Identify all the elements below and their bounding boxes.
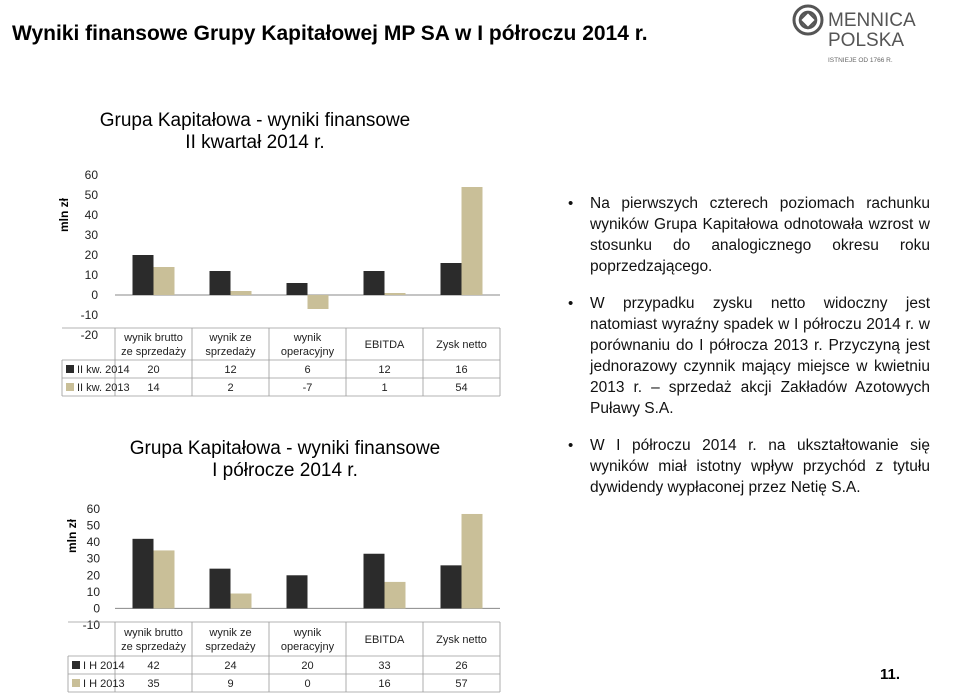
logo-line1: MENNICA <box>828 10 916 31</box>
bullet-text: W I półroczu 2014 r. na ukształtowanie się wyników miał istotny wpływ przychód z tytułu dywidendy wypłaconej przez Netię S.A. <box>590 437 930 496</box>
chart1-y-tick-label: 10 <box>84 268 98 282</box>
chart1-category-label: Zysk netto <box>436 339 487 351</box>
chart2-data-label: 20 <box>301 660 314 672</box>
coin-emblem-icon <box>794 6 822 34</box>
bullet-item <box>568 293 930 419</box>
chart2-legend-label: I H 2013 <box>83 678 125 690</box>
chart2-category-label: wynik <box>293 627 322 639</box>
chart2-data-label: 16 <box>378 678 391 690</box>
page-number: 11. <box>880 666 901 683</box>
chart2-bar-previous <box>462 514 483 608</box>
chart2-y-tick-label: 50 <box>86 518 100 533</box>
chart1-y-tick-label: -10 <box>80 308 98 322</box>
bullet-text: W przypadku zysku netto widoczny jest natomiast wyraźny spadek w I półroczu 2014 r. w porównaniu do I półrocza 2013 r. Przyczyną jest jednorazowy czynnik mający miejsce w kwietniu 2013 r. – sprzedaż akcji Zakładów Azotowych Puławy S.A. <box>590 295 930 417</box>
chart1-bar-previous <box>385 293 406 295</box>
chart2-y-tick-label: 20 <box>86 568 100 583</box>
chart1-y-tick-label: 20 <box>84 248 98 262</box>
chart1-bar-previous <box>154 267 175 295</box>
chart2-category-label: operacyjny <box>280 641 335 653</box>
bullet-item <box>568 193 930 277</box>
chart1-category-label: wynik ze <box>209 332 252 344</box>
chart2 <box>0 480 520 700</box>
chart2-legend-swatch <box>72 679 80 687</box>
chart2-title <box>90 438 480 482</box>
chart1-data-label: 16 <box>455 364 468 376</box>
chart1-data-label: 20 <box>147 364 160 376</box>
chart2-bar-current <box>133 539 154 609</box>
chart2-title-line2: I półrocze 2014 r. <box>212 460 358 481</box>
chart1-bar-previous <box>462 187 483 295</box>
chart2-category-label: EBITDA <box>364 634 405 646</box>
chart2-data-label: 9 <box>227 678 234 690</box>
bullet-dot-icon: • <box>568 295 574 312</box>
bullet-text: Na pierwszych czterech poziomach rachunku wyników Grupa Kapitałowa odnotowała wzrost w stosunku do analogicznego okresu roku poprzedzającego. <box>590 195 930 275</box>
chart1-category-label: sprzedaży <box>205 346 256 358</box>
chart1-y-axis-label: mln zł <box>57 197 71 233</box>
logo-line2: POLSKA <box>828 30 905 51</box>
chart1-bar-current <box>133 255 154 295</box>
chart1-y-tick-label: 0 <box>91 288 98 302</box>
chart1-legend-label: II kw. 2013 <box>77 382 130 394</box>
chart1-bar-current <box>364 271 385 295</box>
chart1-data-label: 12 <box>378 364 391 376</box>
chart1-category-label: operacyjny <box>280 346 335 358</box>
chart2-bar-current <box>210 569 231 609</box>
mennica-polska-logo <box>790 4 950 66</box>
chart2-category-label: wynik ze <box>209 627 252 639</box>
chart2-title-line1: Grupa Kapitałowa - wyniki finansowe <box>129 438 441 459</box>
chart2-y-tick-label: 30 <box>86 551 100 566</box>
bullet-item <box>568 435 930 498</box>
bullet-dot-icon: • <box>568 437 574 454</box>
chart2-data-label: 57 <box>455 678 468 690</box>
chart2-category-label: sprzedaży <box>205 641 256 653</box>
chart2-data-label: 33 <box>378 660 391 672</box>
chart2-data-label: 26 <box>455 660 468 672</box>
chart1-y-tick-label: 50 <box>84 188 98 202</box>
chart1-legend-swatch <box>66 383 74 391</box>
bullet-list <box>568 193 930 514</box>
chart2-y-axis-label: mln zł <box>65 518 79 554</box>
chart2-y-tick-label: 10 <box>86 584 100 599</box>
chart1-category-label: wynik <box>293 332 322 344</box>
page-title: Wyniki finansowe Grupy Kapitałowej MP SA w I półroczu 2014 r. <box>12 22 648 45</box>
chart1-data-label: 1 <box>381 382 388 394</box>
chart1-category-label: EBITDA <box>364 339 405 351</box>
chart1-bar-current <box>210 271 231 295</box>
chart2-legend-label: I H 2014 <box>83 660 125 672</box>
chart2-category-label: wynik brutto <box>124 627 183 639</box>
chart1-data-label: 14 <box>147 382 160 394</box>
chart1-data-label: 54 <box>455 382 468 394</box>
chart1-title <box>90 110 420 154</box>
chart1-title-line2: II kwartał 2014 r. <box>185 132 325 153</box>
chart1-category-label: ze sprzedaży <box>121 346 186 358</box>
chart2-data-label: 0 <box>304 678 311 690</box>
chart2-bar-previous <box>231 594 252 609</box>
logo-tagline: ISTNIEJE OD 1766 R. <box>828 57 893 64</box>
chart1-y-tick-label: 40 <box>84 208 98 222</box>
chart2-bar-current <box>441 565 462 608</box>
chart1-category-label: wynik brutto <box>124 332 183 344</box>
chart1-bar-current <box>441 263 462 295</box>
chart1-legend-label: II kw. 2014 <box>77 364 130 376</box>
chart2-data-label: 42 <box>147 660 160 672</box>
chart1-data-label: 2 <box>227 382 234 394</box>
chart2-legend-swatch <box>72 661 80 669</box>
chart2-bar-previous <box>385 582 406 609</box>
chart2-y-tick-label: -10 <box>82 618 100 632</box>
chart2-data-label: 35 <box>147 678 160 690</box>
chart1-data-label: 12 <box>224 364 237 376</box>
chart1 <box>0 150 520 420</box>
chart2-y-tick-label: 0 <box>93 601 100 616</box>
chart1-bar-previous <box>231 291 252 295</box>
chart1-legend-swatch <box>66 365 74 373</box>
chart1-bar-previous <box>308 295 329 309</box>
chart2-data-label: 24 <box>224 660 237 672</box>
chart1-title-line1: Grupa Kapitałowa - wyniki finansowe <box>99 110 411 131</box>
bullet-dot-icon: • <box>568 195 574 212</box>
chart1-data-label: -7 <box>302 382 313 394</box>
chart2-y-tick-label: 60 <box>86 502 100 516</box>
chart1-data-label: 6 <box>304 364 311 376</box>
chart1-y-tick-label: 30 <box>84 228 98 242</box>
chart2-bar-previous <box>154 550 175 608</box>
chart2-bar-current <box>364 554 385 609</box>
chart2-y-tick-label: 40 <box>86 535 100 550</box>
chart1-y-tick-label: 60 <box>84 168 98 182</box>
chart2-category-label: ze sprzedaży <box>121 641 186 653</box>
chart1-y-tick-label: -20 <box>80 328 98 342</box>
chart2-category-label: Zysk netto <box>436 634 487 646</box>
chart2-bar-current <box>287 575 308 608</box>
chart1-bar-current <box>287 283 308 295</box>
